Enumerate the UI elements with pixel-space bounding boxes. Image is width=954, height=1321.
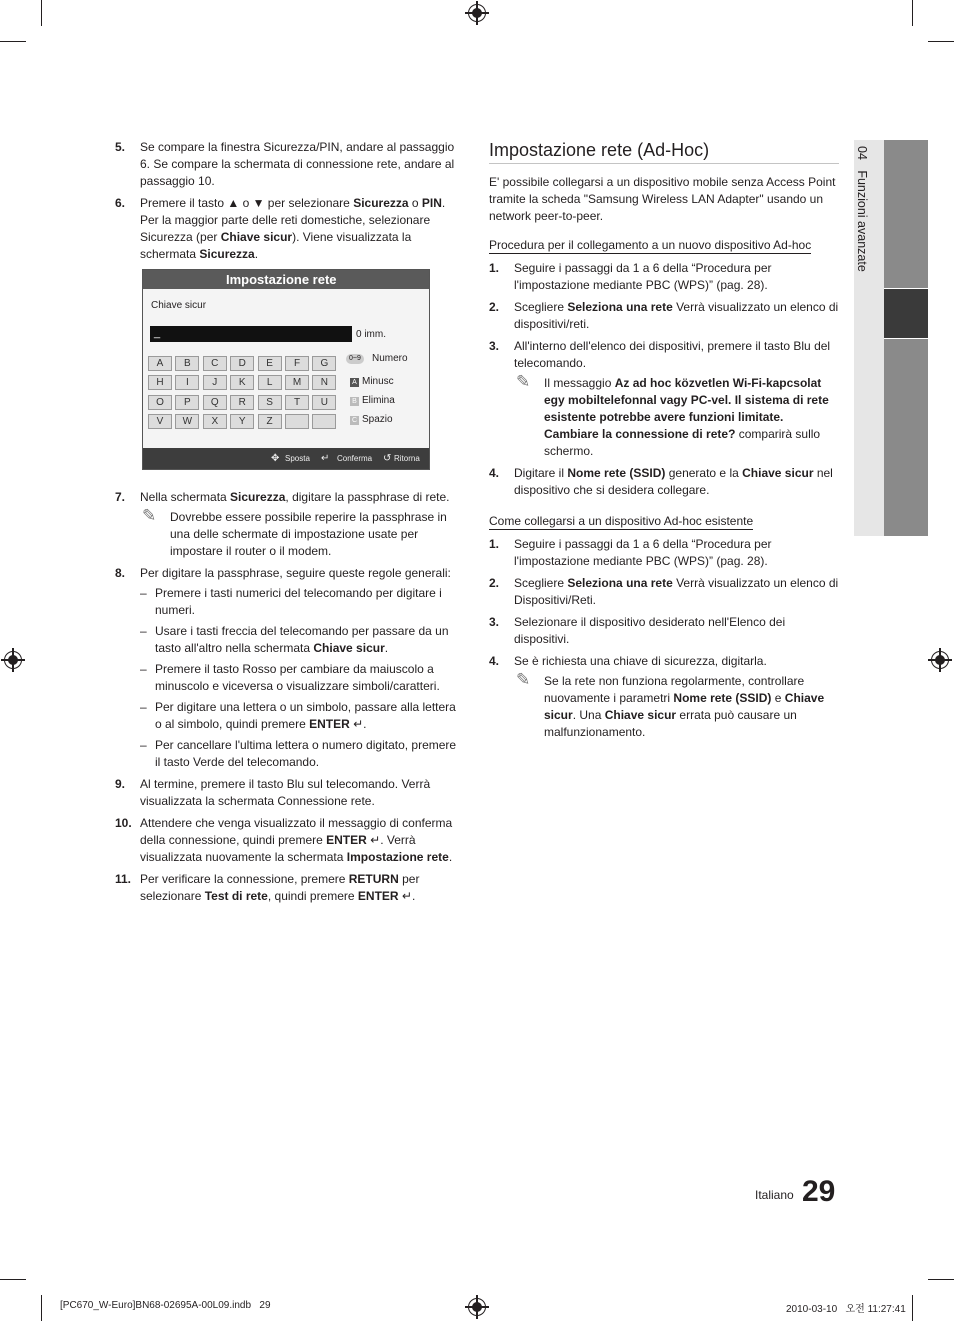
keyboard-key[interactable]: J xyxy=(203,375,227,390)
keyboard-key[interactable]: Y xyxy=(230,414,254,429)
registration-mark-icon xyxy=(4,651,22,669)
keyboard-key[interactable]: U xyxy=(312,395,336,410)
note-icon: ✎ xyxy=(516,372,531,391)
side-tab-label: 04 Funzioni avanzate xyxy=(855,146,869,272)
note-icon: ✎ xyxy=(142,506,157,525)
list-item: 3. Selezionare il dispositivo desiderato nell'Elenco dei dispositivi. xyxy=(489,615,786,646)
step-7: 7. Nella schermata Sicurezza, digitare la passphrase di rete. ✎ Dovrebbe essere possibile reperire la passphrase in una delle schermate di impostazione usate per impostare il router o il modem. xyxy=(115,489,462,560)
osd-footer xyxy=(143,448,429,469)
keyboard-key[interactable]: R xyxy=(230,395,254,410)
crop-mark xyxy=(928,1279,954,1280)
subsection-title: Come collegarsi a un dispositivo Ad-hoc esistente xyxy=(489,514,754,528)
side-tab-block xyxy=(884,140,928,288)
spazio-label: Spazio xyxy=(362,414,393,425)
crop-mark xyxy=(912,0,913,26)
side-tab-block xyxy=(884,339,928,536)
keyboard-key[interactable]: Z xyxy=(258,414,282,429)
yellow-key-icon: C xyxy=(351,417,358,424)
language-label: Italiano xyxy=(755,1188,794,1202)
keyboard-key[interactable]: F xyxy=(285,356,309,371)
elimina-label: Elimina xyxy=(362,395,395,406)
crop-mark xyxy=(0,1279,26,1280)
note: ✎ Il messaggio Az ad hoc közvetlen Wi-Fi-kapcsolat egy mobiltelefonnal vagy PC-vel. Il sistema di rete esistente potrebbe avere funzioni limitate. Cambiare la connessione di rete? comparirà sullo schermo. xyxy=(516,372,829,458)
numero-badge: 0~9 xyxy=(346,354,364,364)
keyboard-key[interactable]: H xyxy=(148,375,172,390)
return-icon: ↺ xyxy=(383,453,392,464)
step-10: 10. Attendere che venga visualizzato il messaggio di conferma della connessione, quindi premere ENTER ↵. Verrà visualizzata nuovamente la schermata Impostazione rete. xyxy=(115,816,453,864)
page-number: 29 xyxy=(802,1175,836,1208)
osd-panel xyxy=(142,269,430,470)
confirm-label: Conferma xyxy=(337,454,373,463)
list-item: 3. All'interno dell'elenco dei dispositivi, premere il tasto Blu del telecomando. ✎ Il messaggio Az ad hoc közvetlen Wi-Fi-kapcsolat egy mobiltelefonnal vagy PC-vel. Il sistema di rete esistente potrebbe avere funzioni limitate. Cambiare la connessione di rete? comparirà sullo schermo. xyxy=(489,338,839,460)
rule-item: – Premere il tasto Rosso per cambiare da maiuscolo a minuscolo e viceversa o visualizzare simboli/caratteri. xyxy=(140,661,462,695)
enter-icon: ↵ xyxy=(321,453,330,464)
rule-item: – Usare i tasti freccia del telecomando per passare da un tasto all'altro nella schermata Chiave sicur. xyxy=(140,623,462,657)
keyboard-key[interactable] xyxy=(312,414,336,429)
green-key-icon: B xyxy=(350,397,359,406)
red-key-icon: A xyxy=(350,378,359,387)
rule-item: – Premere i tasti numerici del telecomando per digitare i numeri. xyxy=(140,585,462,619)
list-item: 1. Seguire i passaggi da 1 a 6 della “Procedura per l'impostazione mediante PBC (WPS)” (pag. 28). xyxy=(489,537,772,568)
section-heading: Impostazione rete (Ad-Hoc) xyxy=(489,139,839,164)
return-label: Ritorna xyxy=(394,454,420,463)
list-item: 4. Digitare il Nome rete (SSID) generato e la Chiave sicur nel dispositivo che si desidera collegare. xyxy=(489,466,833,497)
keyboard-key[interactable]: L xyxy=(258,375,282,390)
list-item: 2. Scegliere Seleziona una rete Verrà visualizzato un elenco di dispositivi/reti. xyxy=(489,300,839,331)
step-9: 9. Al termine, premere il tasto Blu sul telecomando. Verrà visualizzata la schermata Connessione rete. xyxy=(115,777,431,808)
registration-mark-icon xyxy=(468,4,486,22)
subsection-title: Procedura per il collegamento a un nuovo dispositivo Ad-hoc xyxy=(489,238,812,252)
osd-title: Impostazione rete xyxy=(143,270,429,289)
step-8: 8. Per digitare la passphrase, seguire queste regole generali: – Premere i tasti numerici del telecomando per digitare i numeri. – Usare i tasti freccia del telecomando per passare da un tasto all'altro nella schermata Chiave sicur. – Premere il tasto Rosso per cambiare da maiuscolo a minuscolo e viceversa o visualizzare simboli/caratteri. – Per digitare una lettera o un simbolo, passare alla lettera o al simbolo, quindi premere ENTER ↵. – Per cancellare l'ultima lettera o numero digitato, premere il tasto Verde del telecomando. xyxy=(115,565,462,771)
passphrase-input[interactable]: _ xyxy=(150,326,352,342)
keyboard-key[interactable]: A xyxy=(148,356,172,371)
side-tab-active-block xyxy=(884,289,928,338)
crop-mark xyxy=(41,1295,42,1321)
left-column-bottom xyxy=(115,489,462,910)
keyboard-key[interactable]: G xyxy=(312,356,336,371)
step-5: 5. Se compare la finestra Sicurezza/PIN, andare al passaggio 6. Se compare la schermata di connessione rete, andare al passaggio 10. xyxy=(115,140,455,188)
registration-mark-icon xyxy=(468,1298,486,1316)
list-item: 4. Se è richiesta una chiave di sicurezza, digitarla. ✎ Se la rete non funziona regolarmente, controllare nuovamente i parametri Nome rete (SSID) e Chiave sicur. Una Chiave sicur errata può causare un malfunzionamento. xyxy=(489,653,839,741)
keyboard-key[interactable]: I xyxy=(175,375,199,390)
list-item: 2. Scegliere Seleziona una rete Verrà visualizzato un elenco di Dispositivi/Reti. xyxy=(489,576,839,607)
step-6: 6. Premere il tasto ▲ o ▼ per selezionare Sicurezza o PIN. Per la maggior parte delle reti domestiche, selezionare Sicurezza (per Chiave sicur). Viene visualizzata la schermata Sicurezza. xyxy=(115,196,446,261)
keyboard-key[interactable]: V xyxy=(148,414,172,429)
osd-field-label: Chiave sicur xyxy=(151,300,207,311)
file-info: [PC670_W-Euro]BN68-02695A-00L09.indb 29 xyxy=(60,1300,271,1311)
keyboard-key[interactable]: T xyxy=(285,395,309,410)
keyboard-key[interactable]: P xyxy=(175,395,199,410)
keyboard-key[interactable]: O xyxy=(148,395,172,410)
print-date: 2010-03-10 오전 11:27:41 xyxy=(786,1304,906,1315)
keyboard-key[interactable]: C xyxy=(203,356,227,371)
crop-mark xyxy=(0,41,26,42)
minusc-label: Minusc xyxy=(362,376,394,387)
enter-icon: ↵ xyxy=(401,889,412,903)
keyboard-key[interactable]: M xyxy=(285,375,309,390)
keyboard-key[interactable]: N xyxy=(312,375,336,390)
enter-icon: ↵ xyxy=(370,833,381,847)
left-column-top xyxy=(115,139,460,268)
enter-icon: ↵ xyxy=(353,717,364,731)
keyboard-key[interactable]: Q xyxy=(203,395,227,410)
keyboard-key[interactable]: K xyxy=(230,375,254,390)
keyboard-key[interactable]: S xyxy=(258,395,282,410)
crop-mark xyxy=(41,0,42,26)
keyboard-key[interactable] xyxy=(285,414,309,429)
crop-mark xyxy=(928,41,954,42)
note-icon: ✎ xyxy=(516,670,531,689)
list-item: 1. Seguire i passaggi da 1 a 6 della “Procedura per l'impostazione mediante PBC (WPS)” (pag. 28). xyxy=(489,261,772,292)
keyboard-key[interactable]: D xyxy=(230,356,254,371)
note: ✎ Dovrebbe essere possibile reperire la passphrase in una delle schermate di impostazione usate per impostare il router o il modem. xyxy=(142,506,447,558)
numero-label: Numero xyxy=(372,353,408,364)
rule-item: – Per cancellare l'ultima lettera o numero digitato, premere il tasto Verde del telecomando. xyxy=(140,737,462,771)
right-column xyxy=(489,139,839,746)
intro-text: E' possibile collegarsi a un dispositivo mobile senza Access Point tramite la scheda "Samsung Wireless LAN Adapter" usando un network peer-to-peer. xyxy=(489,175,836,223)
crop-mark xyxy=(912,1295,913,1321)
keyboard-key[interactable]: X xyxy=(203,414,227,429)
registration-mark-icon xyxy=(931,651,949,669)
step-11: 11. Per verificare la connessione, premere RETURN per selezionare Test di rete, quindi premere ENTER ↵. xyxy=(115,872,420,903)
move-icon: ✥ xyxy=(271,453,280,464)
move-label: Sposta xyxy=(285,454,310,463)
keyboard-key[interactable]: B xyxy=(175,356,199,371)
char-count: 0 imm. xyxy=(356,329,386,340)
keyboard-key[interactable]: W xyxy=(175,414,199,429)
note: ✎ Se la rete non funziona regolarmente, controllare nuovamente i parametri Nome rete (SSID) e Chiave sicur. Una Chiave sicur errata può causare un malfunzionamento. xyxy=(516,670,825,739)
keyboard-key[interactable]: E xyxy=(258,356,282,371)
rule-item: – Per digitare una lettera o un simbolo, passare alla lettera o al simbolo, quindi premere ENTER ↵. xyxy=(140,699,462,733)
